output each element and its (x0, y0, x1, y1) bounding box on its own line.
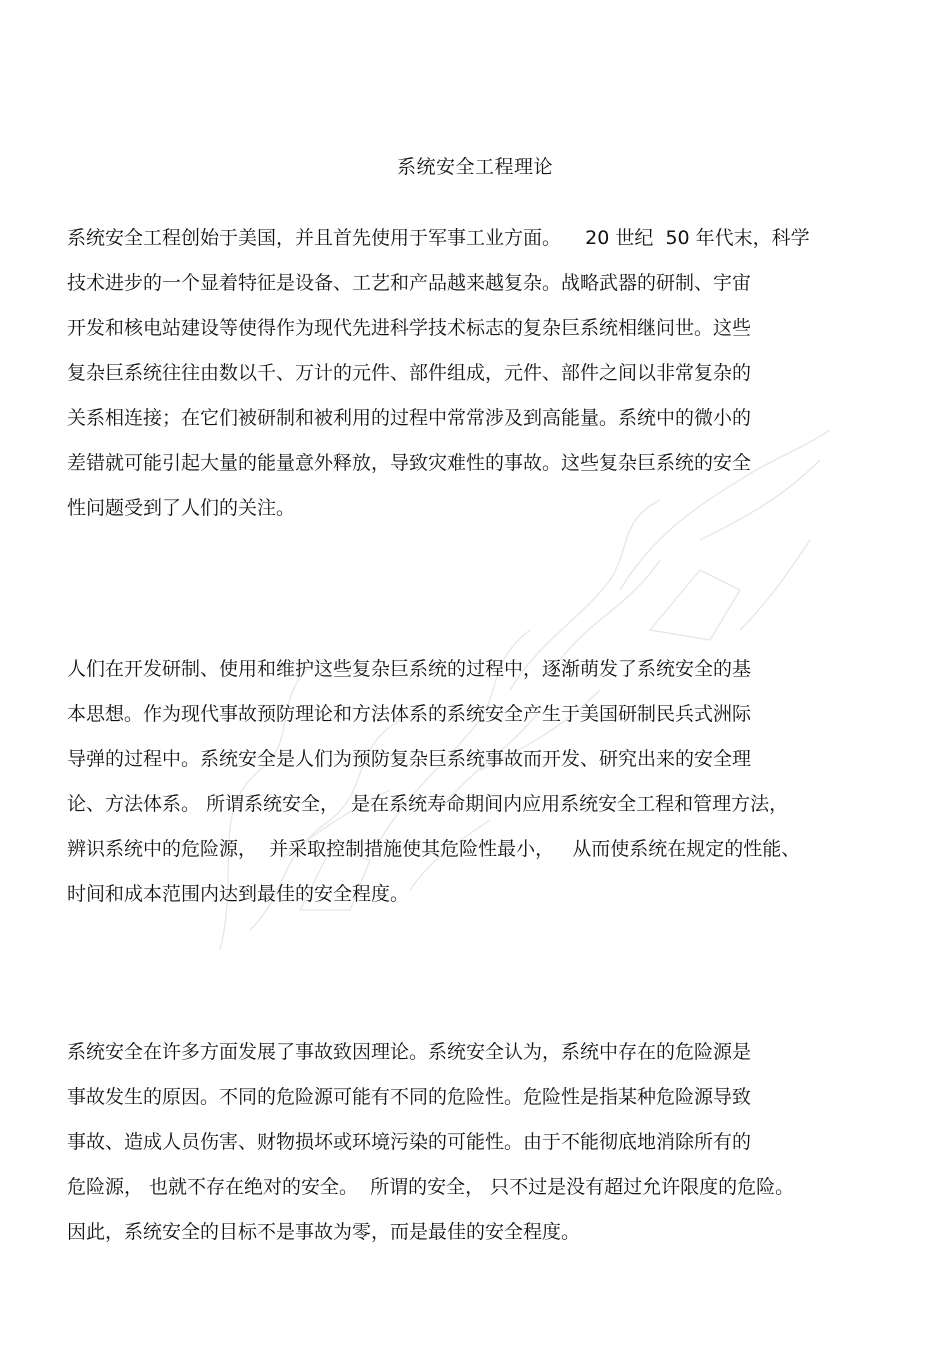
text-line: 人们在开发研制、使用和维护这些复杂巨系统的过程中，逐渐萌发了系统安全的基 (67, 658, 752, 680)
document-title: 系统安全工程理论 (396, 156, 553, 178)
text-line: 事故、造成人员伤害、财物损坏或环境污染的可能性。由于不能彻底地消除所有的 (67, 1131, 752, 1153)
paragraph-2 (67, 647, 897, 917)
text-line: 差错就可能引起大量的能量意外释放，导致灾难性的事故。这些复杂巨系统的安全 (67, 452, 752, 474)
text-line: 辨识系统中的危险源， 并采取控制措施使其危险性最小， 从而使系统在规定的性能、 (67, 838, 801, 860)
text-line: 技术进步的一个显着特征是设备、工艺和产品越来越复杂。战略武器的研制、宇宙 (67, 272, 752, 294)
text-line: 性问题受到了人们的关注。 (67, 497, 296, 519)
text-line: 危险源， 也就不存在绝对的安全。 所谓的安全， 只不过是没有超过允许限度的危险。 (67, 1176, 795, 1198)
text-line: 关系相连接；在它们被研制和被利用的过程中常常涉及到高能量。系统中的微小的 (67, 407, 752, 429)
text-line: 因此，系统安全的目标不是事故为零，而是最佳的安全程度。 (67, 1221, 581, 1243)
text-line: 时间和成本范围内达到最佳的安全程度。 (67, 883, 410, 905)
text-line: 本思想。作为现代事故预防理论和方法体系的系统安全产生于美国研制民兵式洲际 (67, 703, 752, 725)
text-line: 系统安全在许多方面发展了事故致因理论。系统安全认为，系统中存在的危险源是 (67, 1041, 752, 1063)
text-line: 系统安全工程创始于美国，并且首先使用于军事工业方面。 20 世纪 50 年代末，科学 (67, 227, 810, 249)
text-line: 论、方法体系。 所谓系统安全， 是在系统寿命期间内应用系统安全工程和管理方法， (67, 793, 789, 815)
paragraph-1 (67, 216, 897, 531)
text-line: 开发和核电站建设等使得作为现代先进科学技术标志的复杂巨系统相继问世。这些 (67, 317, 752, 339)
paragraph-3 (67, 1030, 897, 1255)
text-line: 导弹的过程中。系统安全是人们为预防复杂巨系统事故而开发、研究出来的安全理 (67, 748, 752, 770)
text-line: 事故发生的原因。不同的危险源可能有不同的危险性。危险性是指某种危险源导致 (67, 1086, 752, 1108)
text-line: 复杂巨系统往往由数以千、万计的元件、部件组成，元件、部件之间以非常复杂的 (67, 362, 752, 384)
